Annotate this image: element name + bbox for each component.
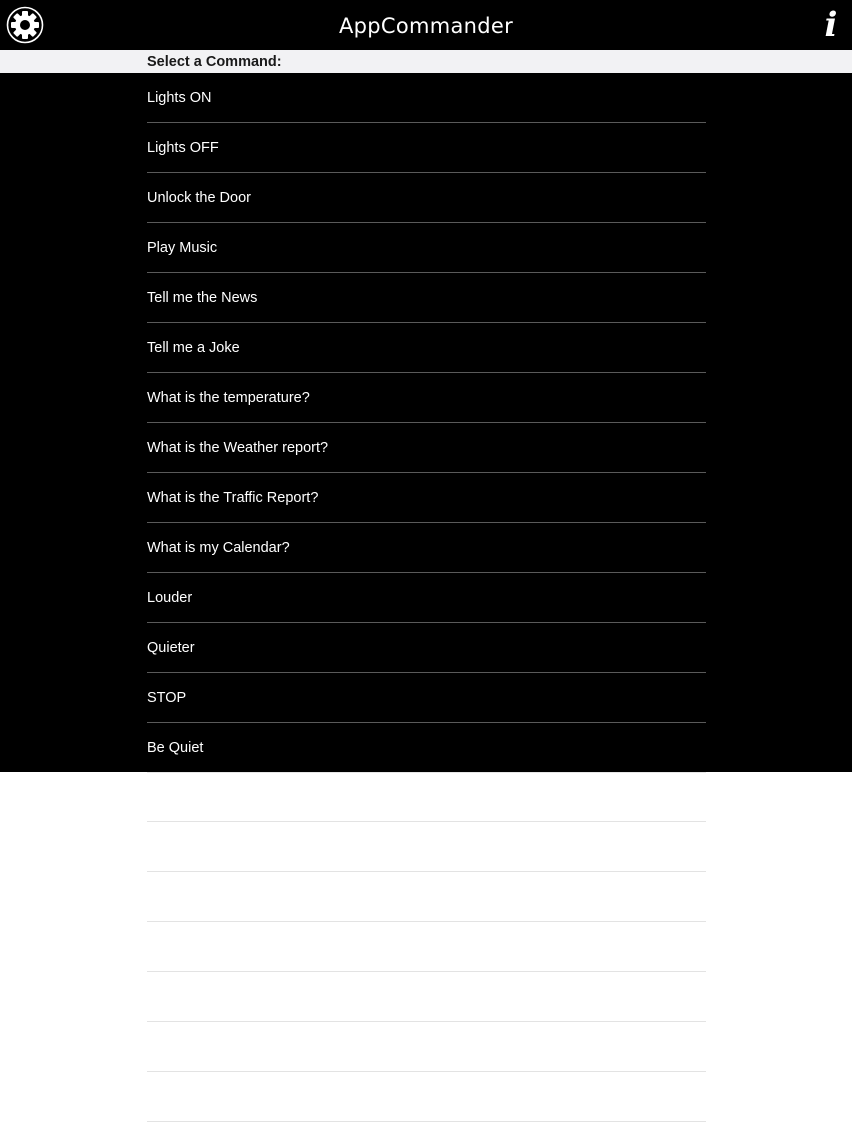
command-row-lights-off[interactable]: Lights OFF — [147, 123, 706, 173]
section-header-label: Select a Command: — [147, 54, 282, 70]
command-row-calendar[interactable]: What is my Calendar? — [147, 523, 706, 573]
command-row-traffic[interactable]: What is the Traffic Report? — [147, 473, 706, 523]
app-title: AppCommander — [338, 14, 514, 38]
info-icon: i — [824, 5, 838, 45]
empty-row — [147, 822, 706, 872]
command-row-be-quiet[interactable]: Be Quiet — [147, 723, 706, 773]
empty-row — [147, 1072, 706, 1122]
empty-row — [147, 922, 706, 972]
command-row-quieter[interactable]: Quieter — [147, 623, 706, 673]
section-header — [0, 50, 852, 73]
command-list — [147, 73, 706, 773]
empty-row — [147, 1022, 706, 1072]
empty-row — [147, 872, 706, 922]
command-row-louder[interactable]: Louder — [147, 573, 706, 623]
command-row-unlock-door[interactable]: Unlock the Door — [147, 173, 706, 223]
command-row-joke[interactable]: Tell me a Joke — [147, 323, 706, 373]
empty-rows — [147, 772, 706, 1122]
empty-row — [147, 972, 706, 1022]
command-row-temperature[interactable]: What is the temperature? — [147, 373, 706, 423]
command-row-news[interactable]: Tell me the News — [147, 273, 706, 323]
command-row-weather[interactable]: What is the Weather report? — [147, 423, 706, 473]
command-row-play-music[interactable]: Play Music — [147, 223, 706, 273]
command-row-stop[interactable]: STOP — [147, 673, 706, 723]
info-button[interactable] — [818, 6, 844, 44]
navigation-bar — [0, 0, 852, 50]
command-row-lights-on[interactable]: Lights ON — [147, 73, 706, 123]
empty-row — [147, 772, 706, 822]
